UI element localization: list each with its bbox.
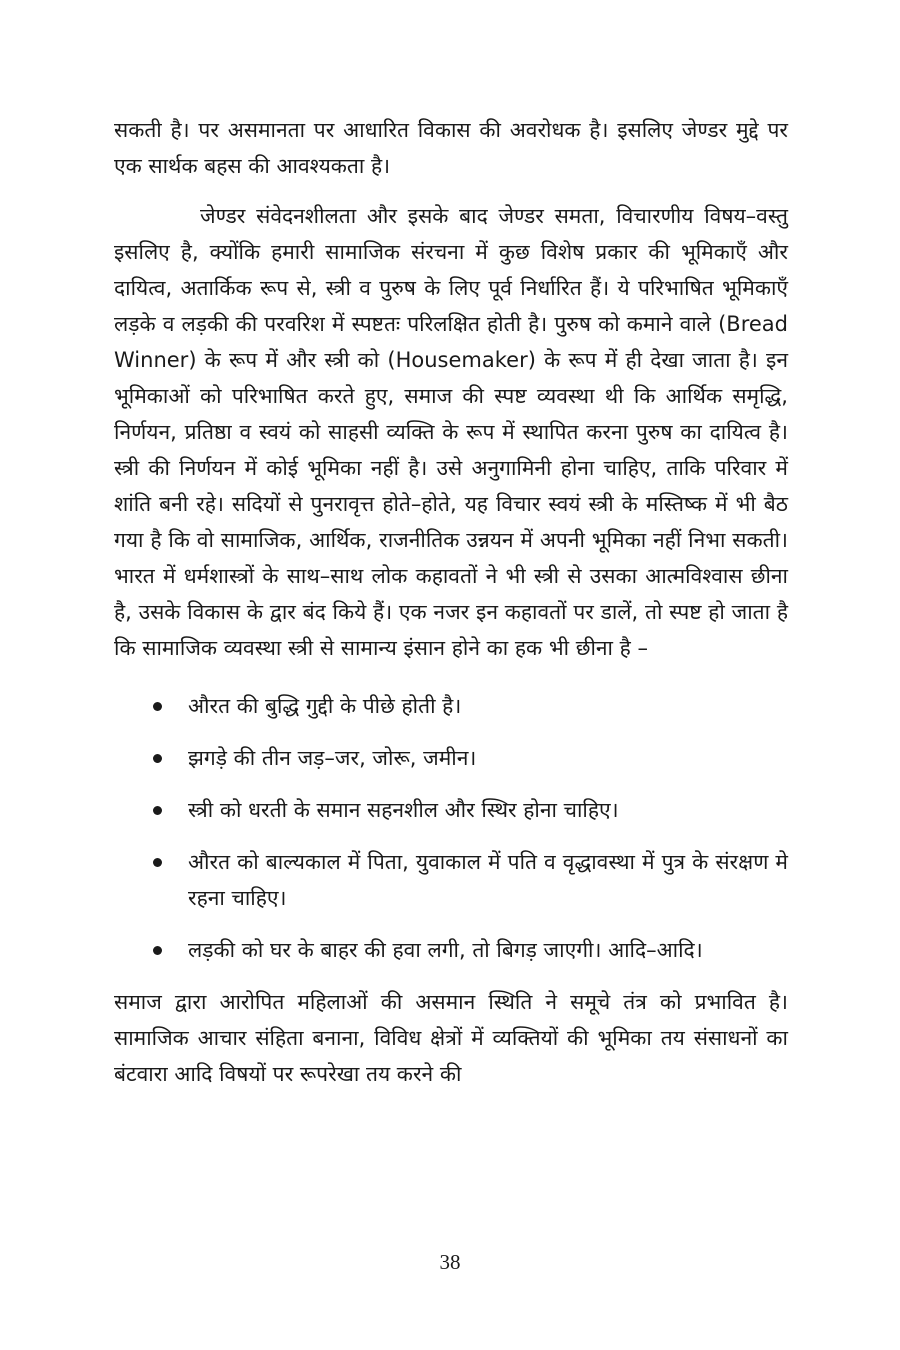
list-item-text: औरत को बाल्यकाल में पिता, युवाकाल में पति व वृद्धावस्था में पुत्र के संरक्षण मे रहना चाहिए। <box>188 850 788 910</box>
list-item-text: स्त्री को धरती के समान सहनशील और स्थिर होना चाहिए। <box>188 798 619 822</box>
list-item-text: झगड़े की तीन जड़–जर, जोरू, जमीन। <box>188 746 477 770</box>
page-number: 38 <box>439 1250 461 1274</box>
list-item <box>188 688 788 724</box>
paragraph-2 <box>114 198 788 666</box>
bullet-icon <box>153 946 162 955</box>
list-item <box>188 792 788 828</box>
list-item <box>188 740 788 776</box>
proverb-list <box>114 688 788 968</box>
bullet-icon <box>153 754 162 763</box>
term-housemaker: Housemaker <box>395 348 528 372</box>
paragraph-2-part-2: ) के रूप में और स्त्री को ( <box>188 348 396 372</box>
paragraph-2-part-3: ) के रूप में ही देखा जाता है। इन भूमिकाओं को परिभाषित करते हुए, समाज की स्पष्ट व्यवस्था थी कि आर्थिक समृद्धि, निर्णयन, प्रतिष्ठा व स्वयं को साहसी व्यक्ति के रूप में स्थापित करना पुरुष का दायित्व है। स्त्री की निर्णयन में कोई भूमिका नहीं है। उसे अनुगामिनी होना चाहिए, ताकि परिवार में शांति बनी रहे। सदियों से पुनरावृत्त होते–होते, यह विचार स्वयं स्त्री के मस्तिष्क में भी बैठ गया है कि वो सामाजिक, आर्थिक, राजनीतिक उन्नयन में अपनी भूमिका नहीं निभा सकती। भारत में धर्मशास्त्रों के साथ–साथ लोक कहावतों ने भी स्त्री से उसका आत्मविश्वास छीना है, उसके विकास के द्वार बंद किये हैं। एक नजर इन कहावतों पर डालें, तो स्पष्ट हो जाता है कि सामाजिक व्यवस्था स्त्री से सामान्य इंसान होने का हक भी छीना है – <box>114 348 788 660</box>
page-body <box>114 112 788 1092</box>
list-item-text: लड़की को घर के बाहर की हवा लगी, तो बिगड़ जाएगी। आदि–आदि। <box>188 938 703 962</box>
paragraph-1: सकती है। पर असमानता पर आधारित विकास की अवरोधक है। इसलिए जेण्डर मुद्दे पर एक सार्थक बहस की आवश्यकता है। <box>114 118 788 178</box>
bullet-icon <box>153 858 162 867</box>
paragraph-2-part-1: जेण्डर संवेदनशीलता और इसके बाद जेण्डर समता, विचारणीय विषय–वस्तु इसलिए है, क्योंकि हमारी सामाजिक संरचना में कुछ विशेष प्रकार की भूमिकाएँ और दायित्व, अतार्किक रूप से, स्त्री व पुरुष के लिए पूर्व निर्धारित हैं। ये परिभाषित भूमिकाएँ लड़के व लड़की की परवरिश में स्पष्टतः परिलक्षित होती है। पुरुष को कमाने वाले ( <box>114 204 788 336</box>
list-item <box>188 844 788 916</box>
bullet-icon <box>153 806 162 815</box>
list-item <box>188 932 788 968</box>
term-bread-winner: Bread Winner <box>114 312 788 372</box>
bullet-icon <box>153 702 162 711</box>
paragraph-3: समाज द्वारा आरोपित महिलाओं की असमान स्थिति ने समूचे तंत्र को प्रभावित है। सामाजिक आचार संहिता बनाना, विविध क्षेत्रों में व्यक्तियों की भूमिका तय संसाधनों का बंटवारा आदि विषयों पर रूपरेखा तय करने की <box>114 990 788 1086</box>
list-item-text: औरत की बुद्धि गुद्दी के पीछे होती है। <box>188 694 462 718</box>
